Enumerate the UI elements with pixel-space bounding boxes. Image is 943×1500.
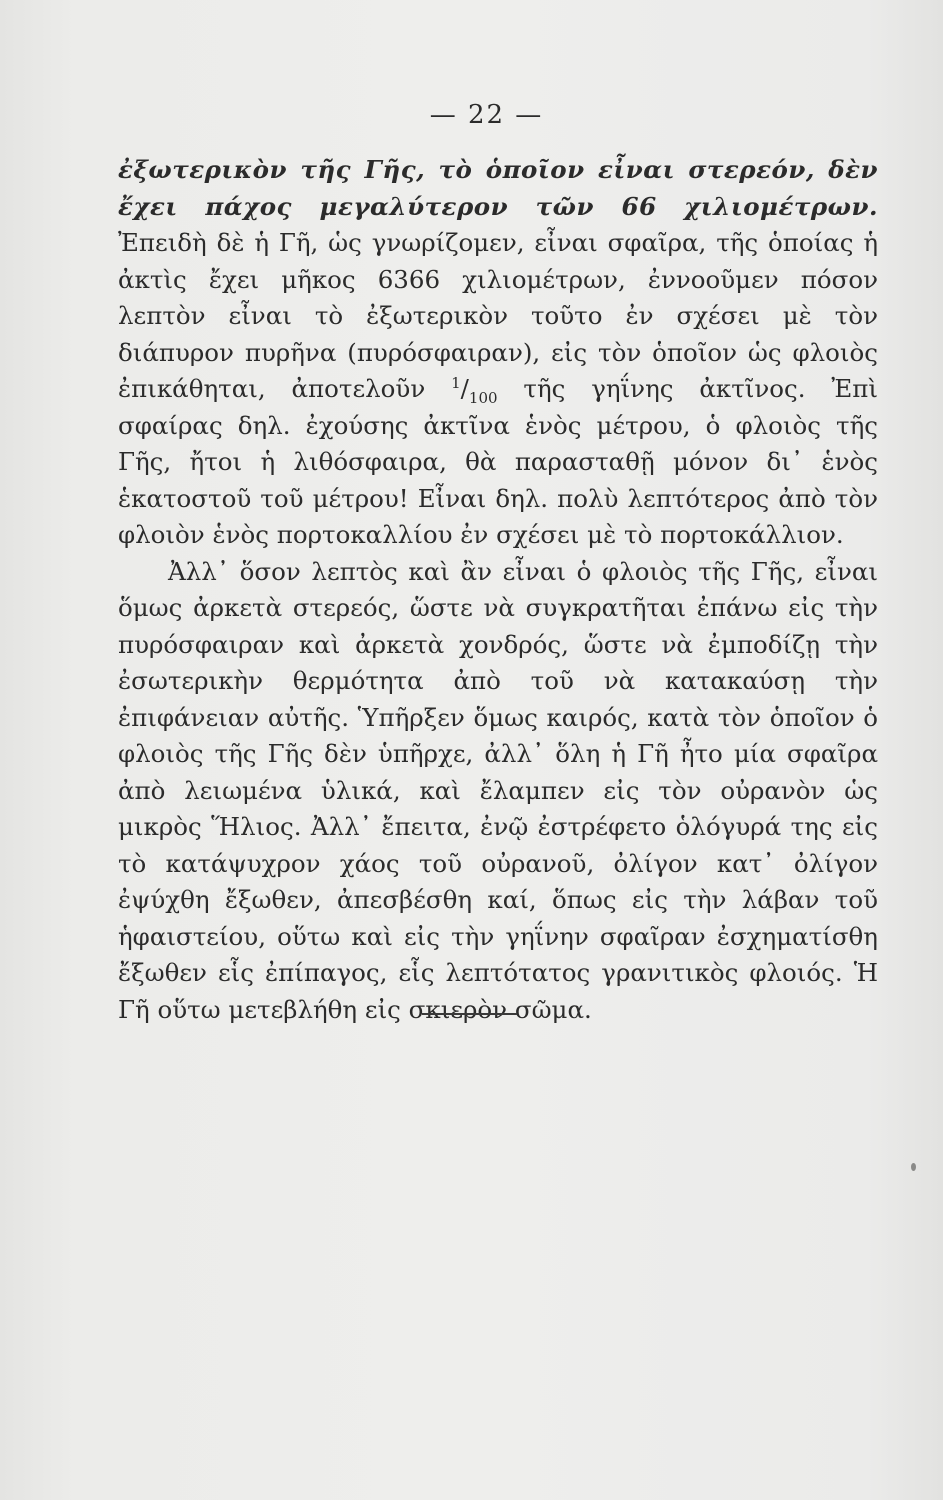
fraction-numerator: 1 xyxy=(451,373,461,392)
fraction-denominator: 100 xyxy=(468,388,498,407)
body-text xyxy=(118,152,878,1028)
section-divider xyxy=(422,1013,517,1015)
fraction-slash: / xyxy=(460,374,469,403)
paragraph-1 xyxy=(118,152,878,554)
paragraph-2: Ἀλλ᾿ ὅσον λεπτὸς καὶ ἂν εἶναι ὁ φλοιὸς τῆς Γῆς, εἶναι ὅμως ἀρκετὰ στερεός, ὥστε νὰ συγκρατῆται ἐπάνω εἰς τὴν πυρόσφαιραν καὶ ἀρκετὰ χονδρός, ὥστε νὰ ἐμποδίζῃ τὴν ἐσωτερικὴν θερμότητα ἀπὸ τοῦ νὰ κατακαύσῃ τὴν ἐπιφάνειαν αὐτῆς. Ὑπῆρξεν ὅμως καιρός, κατὰ τὸν ὁποῖον ὁ φλοιὸς τῆς Γῆς δὲν ὑπῆρχε, ἀλλ᾿ ὅλη ἡ Γῆ ἦτο μία σφαῖρα ἀπὸ λειωμένα ὑλικά, καὶ ἔλαμπεν εἰς τὸν οὐρανὸν ὡς μικρὸς Ἥλιος. Ἀλλ᾿ ἔπειτα, ἐνῷ ἐστρέφετο ὁλόγυρά της εἰς τὸ κατάψυχρον χάος τοῦ οὐρανοῦ, ὀλίγον κατ᾿ ὀλίγον ἐψύχθη ἔξωθεν, ἀπεσβέσθη καί, ὅπως εἰς τὴν λάβαν τοῦ ἡφαιστείου, οὕτω καὶ εἰς τὴν γηΐνην σφαῖραν ἐσχηματίσθη ἔξωθεν εἷς ἐπίπαγος, εἷς λεπτότατος γρανιτικὸς φλοιός. Ἡ Γῆ οὕτω μετεβλήθη εἰς σκιερὸν σῶμα. xyxy=(118,556,878,1024)
paragraph-1-text-a: Ἐπειδὴ δὲ ἡ Γῆ, ὡς γνωρίζομεν, εἶναι σφαῖρα, τῆς ὁποίας ἡ ἀκτὶς ἔχει μῆκος 6366 χιλιομέτρων, ἐννοοῦμεν πόσον λεπτὸν εἶναι τὸ ἐξωτερικὸν τοῦτο ἐν σχέσει μὲ τὸν διάπυρον πυρῆνα (πυρόσφαιραν), εἰς τὸν ὁποῖον ὡς φλοιὸς ἐπικάθηται, ἀποτελοῦν xyxy=(118,228,878,403)
page-number: — 22 — xyxy=(429,100,544,130)
paper-speck xyxy=(911,1163,916,1171)
paragraph-1-text-b: τῆς γηΐνης ἀκτῖνος. Ἐπὶ σφαίρας δηλ. ἐχούσης ἀκτῖνα ἑνὸς μέτρου, ὁ φλοιὸς τῆς Γῆς, ἤτοι ἡ λιθόσφαιρα, θὰ παρασταθῇ μόνον δι᾿ ἑνὸς ἑκατοστοῦ τοῦ μέτρου! Εἶναι δηλ. πολὺ λεπτότερος ἀπὸ τὸν φλοιὸν ἑνὸς πορτοκαλλίου ἐν σχέσει μὲ τὸ πορτοκάλλιον. xyxy=(118,374,878,549)
emphasized-text: ἐξωτερικὸν τῆς Γῆς, τὸ ὁποῖον εἶναι στερεόν, δὲν ἔχει πάχος μεγαλύτερον τῶν 66 χιλιομέτρων. xyxy=(118,155,878,221)
